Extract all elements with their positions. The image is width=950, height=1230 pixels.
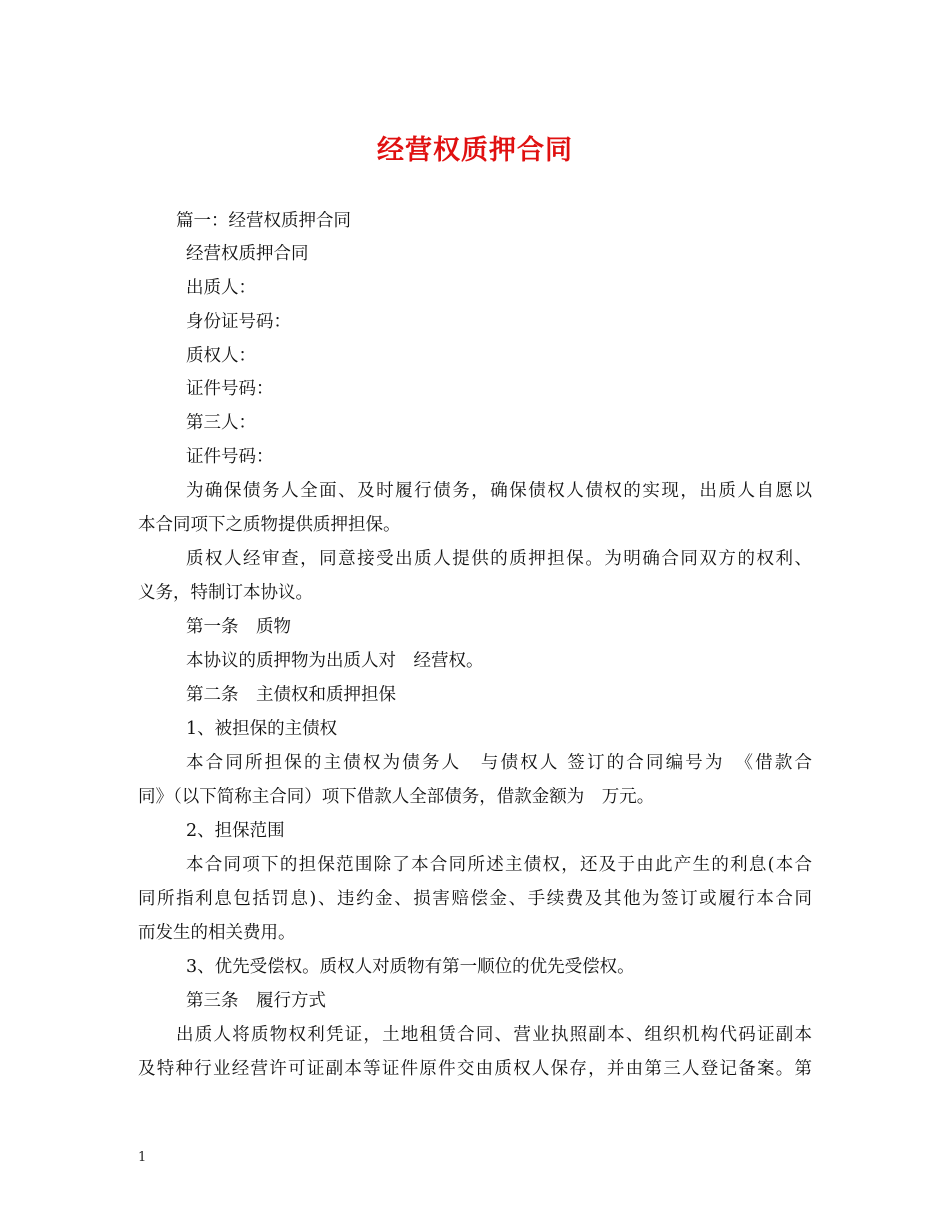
- paragraph-line: 本合同项下的担保范围除了本合同所述主债权，还及于由此产生的利息(本合: [186, 855, 812, 875]
- clause-heading: 2、担保范围: [186, 821, 285, 841]
- contract-name: 经营权质押合同: [186, 244, 309, 264]
- paragraph-line: 质权人经审查，同意接受出质人提供的质押担保。为明确合同双方的权利、: [186, 549, 812, 569]
- paragraph-line: 而发生的相关费用。: [138, 923, 296, 943]
- article-heading: 第一条 质物: [186, 617, 291, 637]
- paragraph-line: 为确保债务人全面、及时履行债务，确保债权人债权的实现，出质人自愿以: [186, 481, 812, 501]
- paragraph-line: 本协议的质押物为出质人对 经营权。: [186, 651, 484, 671]
- section-heading: 篇一：经营权质押合同: [176, 211, 351, 231]
- paragraph-line: 本合同项下之质物提供质押担保。: [138, 515, 401, 535]
- field-third-party: 第三人：: [186, 413, 256, 433]
- field-certificate-number: 证件号码：: [186, 379, 274, 399]
- paragraph-line: 义务，特制订本协议。: [138, 583, 313, 603]
- paragraph-line: 本合同所担保的主债权为债务人 与债权人 签订的合同编号为 《借款合: [186, 753, 812, 773]
- paragraph-line: 同》（以下简称主合同）项下借款人全部债务，借款金额为 万元。: [138, 787, 655, 807]
- article-heading: 第二条 主债权和质押担保: [186, 685, 396, 705]
- page-number: 1: [138, 1150, 147, 1165]
- paragraph-line: 同所指利息包括罚息)、违约金、损害赔偿金、手续费及其他为签订或履行本合同: [138, 889, 812, 909]
- paragraph-line: 及特种行业经营许可证副本等证件原件交由质权人保存，并由第三人登记备案。第: [138, 1059, 812, 1079]
- article-heading: 第三条 履行方式: [186, 991, 326, 1011]
- paragraph-line: 3、优先受偿权。质权人对质物有第一顺位的优先受偿权。: [186, 957, 635, 977]
- field-pledgor: 出质人：: [186, 278, 256, 298]
- clause-heading: 1、被担保的主债权: [186, 719, 338, 739]
- paragraph-line: 出质人将质物权利凭证，土地租赁合同、营业执照副本、组织机构代码证副本: [176, 1025, 812, 1045]
- document-title: 经营权质押合同: [377, 135, 573, 166]
- field-id-number: 身份证号码：: [186, 312, 291, 332]
- field-pledgee: 质权人：: [186, 346, 256, 366]
- field-certificate-number-2: 证件号码：: [186, 447, 274, 467]
